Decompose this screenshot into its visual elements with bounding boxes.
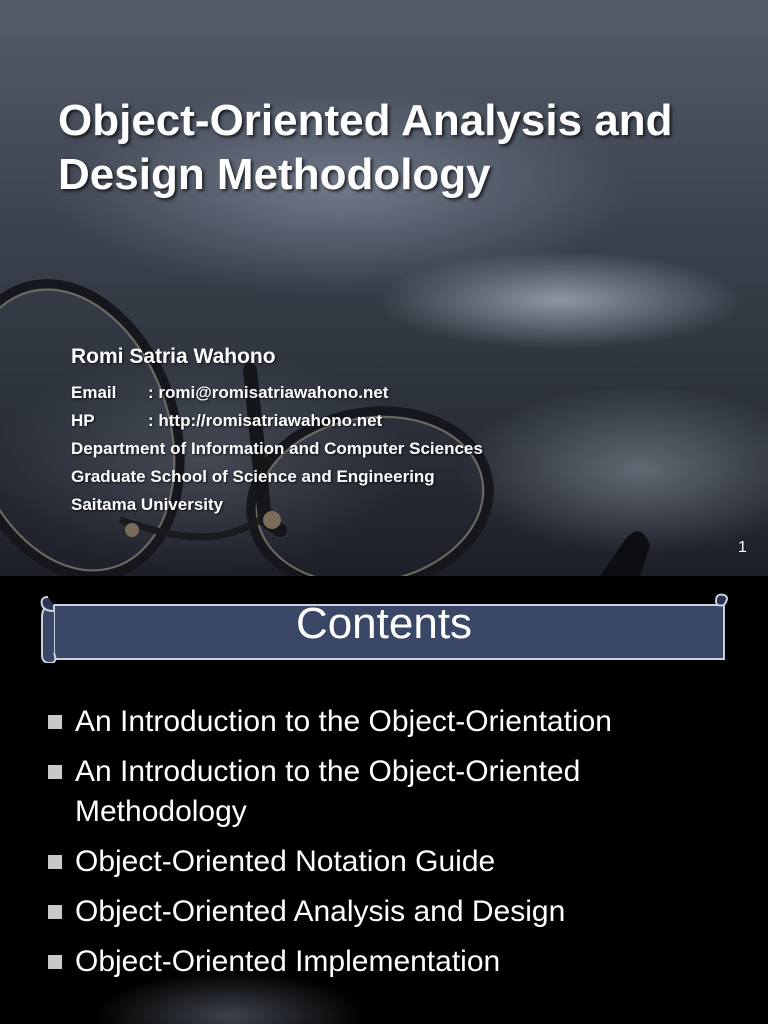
author-info bbox=[71, 379, 483, 519]
contents-list bbox=[48, 702, 725, 992]
list-item bbox=[48, 702, 725, 742]
list-item-text: Object-Oriented Analysis and Design bbox=[75, 895, 566, 928]
page-number: 1 bbox=[738, 539, 747, 556]
square-bullet-icon bbox=[48, 715, 62, 729]
hp-value: : http://romisatriawahono.net bbox=[148, 411, 383, 430]
email-row bbox=[71, 379, 483, 407]
list-item-text: An Introduction to the Object-Oriented Methodology bbox=[75, 755, 581, 828]
list-item bbox=[48, 892, 725, 932]
list-item-text: Object-Oriented Implementation bbox=[75, 945, 501, 978]
list-item bbox=[48, 752, 725, 832]
slide-title bbox=[58, 94, 748, 202]
department: Department of Information and Computer Sciences bbox=[71, 439, 483, 458]
email-value: : romi@romisatriawahono.net bbox=[148, 383, 389, 402]
title-line: Design Methodology bbox=[58, 150, 491, 199]
email-label: Email bbox=[71, 383, 117, 402]
square-bullet-icon bbox=[48, 955, 62, 969]
list-item-text: An Introduction to the Object-Orientation bbox=[75, 705, 612, 738]
hp-label: HP bbox=[71, 411, 95, 430]
graduate-school: Graduate School of Science and Engineering bbox=[71, 467, 435, 486]
hp-row bbox=[71, 407, 483, 435]
university: Saitama University bbox=[71, 495, 224, 514]
contents-slide bbox=[0, 576, 768, 1024]
square-bullet-icon bbox=[48, 905, 62, 919]
list-item-text: Object-Oriented Notation Guide bbox=[75, 845, 496, 878]
title-line: Object-Oriented Analysis and bbox=[58, 96, 673, 145]
contents-heading: Contents bbox=[295, 599, 473, 648]
square-bullet-icon bbox=[48, 855, 62, 869]
list-item bbox=[48, 942, 725, 982]
list-item bbox=[48, 842, 725, 882]
square-bullet-icon bbox=[48, 765, 62, 779]
author-name: Romi Satria Wahono bbox=[71, 345, 276, 368]
